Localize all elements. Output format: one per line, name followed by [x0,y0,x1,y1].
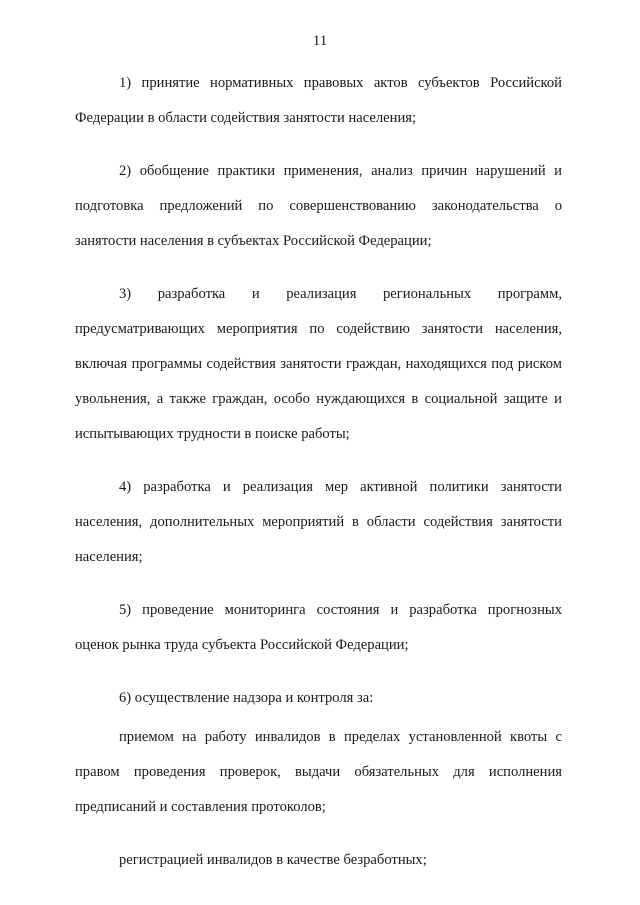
paragraph-item-2: 2) обобщение практики применения, анализ причин нарушений и подготовка предложений по совершенствованию законодательства о занятости населения в субъектах Российской Федерации; [75,163,562,249]
page-number: 11 [312,33,328,49]
paragraph-item-3: 3) разработка и реализация региональных программ, предусматривающих мероприятия по содействию занятости населения, включая программы содействия занятости граждан, находящихся под риском увольнения, а также граждан, особо нуждающихся в социальной защите и испытывающих трудности в поиске работы; [75,286,562,442]
paragraph-item-1: 1) принятие нормативных правовых актов субъектов Российской Федерации в области содействия занятости населения; [75,75,562,126]
paragraph-item-6: 6) осуществление надзора и контроля за: [119,690,374,706]
paragraph-item-5: 5) проведение мониторинга состояния и разработка прогнозных оценок рынка труда субъекта Российской Федерации; [75,602,562,653]
paragraph-subitem-registration: регистрацией инвалидов в качестве безработных; [119,852,427,868]
paragraph-subitem-quota: приемом на работу инвалидов в пределах установленной квоты с правом проведения проверок, выдачи обязательных для исполнения предписаний и составления протоколов; [75,729,562,815]
document-body [75,66,562,896]
paragraph-item-4: 4) разработка и реализация мер активной политики занятости населения, дополнительных мероприятий в области содействия занятости населения; [75,479,562,565]
